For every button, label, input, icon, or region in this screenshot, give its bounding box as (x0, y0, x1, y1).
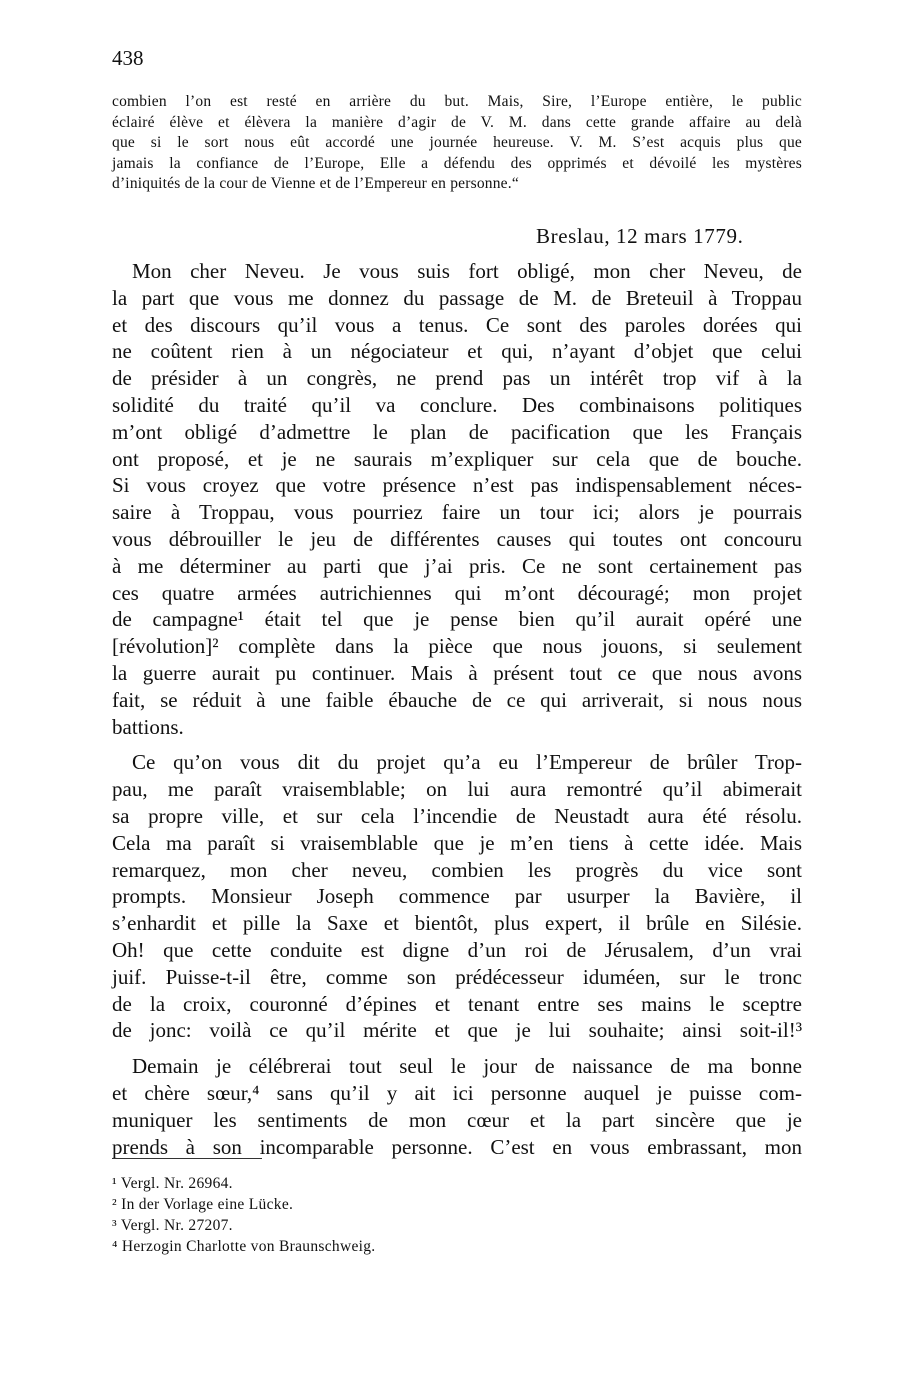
quote-block (112, 92, 802, 195)
quote-line: combien l’on est resté en arrière du but. Mais, Sire, l’Europe entière, le public (112, 93, 802, 110)
paragraph-1 (112, 258, 802, 740)
text-line: ces quatre armées autrichiennes qui m’ont découragé; mon projet (112, 580, 802, 605)
quote-line: que si le sort nous eût accordé une journée heureuse. V. M. S’est acquis plus que (112, 134, 802, 152)
text-line: Oh! que cette conduite est digne d’un roi de Jérusalem, d’un vrai (112, 937, 802, 962)
text-line: s’enhardit et pille la Saxe et bientôt, plus expert, il brûle en Silésie. (112, 911, 802, 936)
text-line: de jonc: voilà ce qu’il mérite et que je lui souhaite; ainsi soit-il!³ (112, 1018, 802, 1043)
paragraph-3 (112, 1053, 802, 1160)
text-line: la part que vous me donnez du passage de M. de Breteuil à Troppau (112, 285, 802, 310)
footnote: ⁴ Herzogin Charlotte von Braunschweig. (112, 1238, 376, 1255)
paragraph-2 (112, 749, 802, 1044)
text-line: fait, se réduit à une faible ébauche de ce qui arriverait, si nous nous (112, 687, 802, 712)
page-number: 438 (112, 46, 144, 70)
text-line: muniquer les sentiments de mon cœur et la part sincère que je (112, 1107, 802, 1132)
text-line: Demain je célébrerai tout seul le jour de naissance de ma bonne (132, 1054, 802, 1079)
text-line: m’ont obligé d’admettre le plan de pacification que les Français (112, 419, 802, 444)
footnote-divider (112, 1158, 262, 1159)
text-line: ne coûtent rien à un négociateur et qui, n’ayant d’objet que celui (112, 339, 802, 364)
text-line: vous débrouiller le jeu de différentes causes qui toutes ont concouru (112, 526, 802, 551)
text-line: prends à son incomparable personne. C’est en vous embrassant, mon (112, 1134, 802, 1159)
text-line: saire à Troppau, vous pourriez faire un tour ici; alors je pourrais (112, 500, 802, 525)
text-line: et des discours qu’il vous a tenus. Ce sont des paroles dorées qui (112, 312, 802, 337)
text-line: Mon cher Neveu. Je vous suis fort obligé, mon cher Neveu, de (132, 259, 802, 283)
footnote: ¹ Vergl. Nr. 26964. (112, 1175, 233, 1192)
text-line: de présider à un congrès, ne prend pas un intérêt trop vif à la (112, 366, 802, 391)
text-line: prompts. Monsieur Joseph commence par usurper la Bavière, il (112, 884, 802, 909)
text-line: ont proposé, et je ne saurais m’expliquer sur cela que de bouche. (112, 446, 802, 471)
paragraph-gap (112, 740, 802, 749)
text-line: et chère sœur,⁴ sans qu’il y ait ici personne auquel je puisse com- (112, 1080, 802, 1105)
paragraph-gap (112, 1044, 802, 1053)
text-line: pau, me paraît vraisemblable; on lui aura remontré qu’il abimerait (112, 777, 802, 802)
quote-line: d’iniquités de la cour de Vienne et de l’Empereur en personne.“ (112, 175, 519, 193)
footnote: ² In der Vorlage eine Lücke. (112, 1196, 294, 1213)
quote-line: jamais la confiance de l’Europe, Elle a défendu des opprimés et dévoilé les mystères (112, 154, 802, 172)
dateline: Breslau, 12 mars 1779. (536, 224, 744, 248)
letter-body (112, 258, 802, 1160)
text-line: Cela ma paraît si vraisemblable que je m’en tiens à cette idée. Mais (112, 830, 802, 855)
text-line: remarquez, mon cher neveu, combien les progrès du vice sont (112, 857, 802, 882)
text-line: la guerre aurait pu continuer. Mais à présent tout ce que nous avons (112, 660, 802, 685)
text-line: Ce qu’on vous dit du projet qu’a eu l’Empereur de brûler Trop- (132, 750, 802, 775)
text-line: [révolution]² complète dans la pièce que nous jouons, si seulement (112, 634, 802, 659)
quote-line: éclairé élève et élèvera la manière d’agir de V. M. dans cette grande affaire au delà (112, 113, 802, 131)
text-line: à me déterminer au parti que j’ai pris. Ce ne sont certainement pas (112, 553, 802, 578)
footnotes (112, 1173, 612, 1257)
text-line: battions. (112, 714, 184, 739)
text-line: de la croix, couronné d’épines et tenant entre ses mains le sceptre (112, 991, 802, 1016)
text-line: sa propre ville, et sur cela l’incendie de Neustadt aura été résolu. (112, 803, 802, 828)
text-line: solidité du traité qu’il va conclure. Des combinaisons politiques (112, 392, 802, 417)
text-line: juif. Puisse-t-il être, comme son prédécesseur iduméen, sur le tronc (112, 964, 802, 989)
footnote: ³ Vergl. Nr. 27207. (112, 1217, 233, 1234)
text-line: de campagne¹ était tel que je pense bien qu’il aurait opéré une (112, 607, 802, 632)
text-line: Si vous croyez que votre présence n’est pas indispensablement néces- (112, 473, 802, 498)
